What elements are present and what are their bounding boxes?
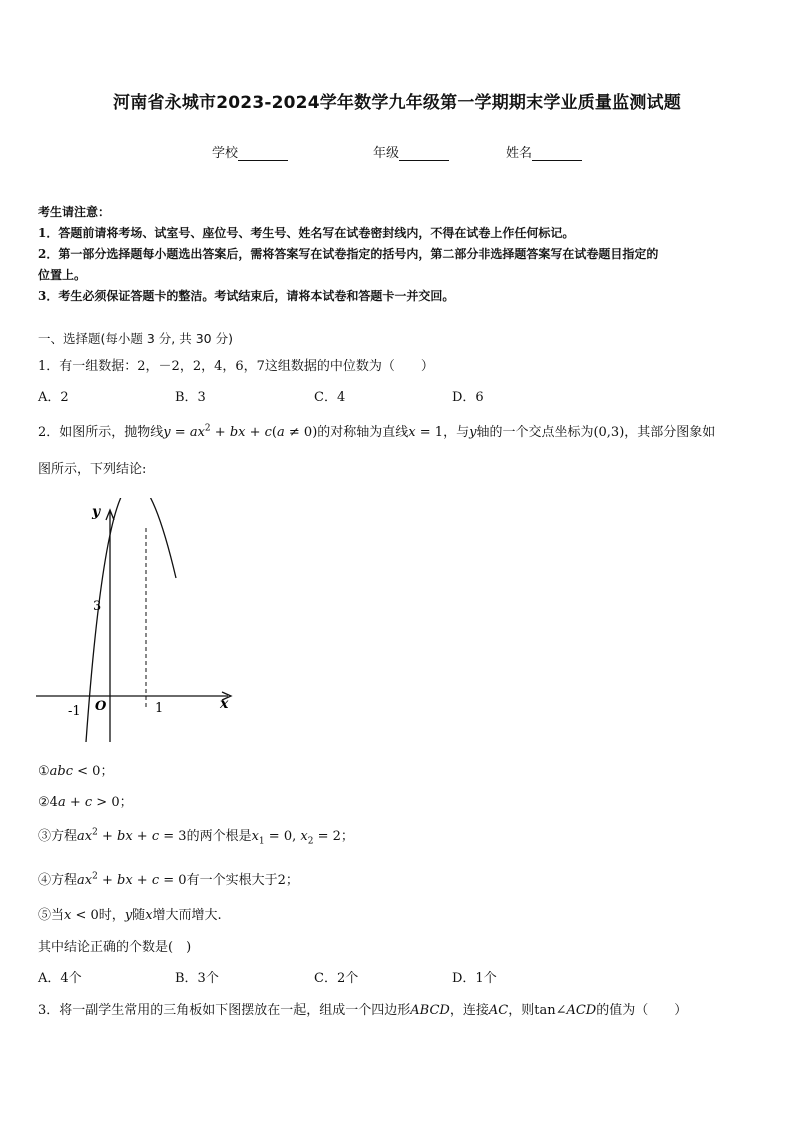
conclusion-2: ②4a + c > 0； — [38, 795, 133, 810]
note-item: 1．答题前请将考场、试室号、座位号、考生号、姓名写在试卷密封线内，不得在试卷上作任何标记。 — [38, 226, 575, 240]
tick-label-neg1: -1 — [68, 704, 81, 719]
section-heading: 一、选择题(每小题 3 分, 共 30 分) — [38, 331, 233, 346]
y-symbol: y — [469, 425, 477, 440]
q2-ask: 其中结论正确的个数是( ) — [38, 940, 192, 955]
conclusion-text: 随 — [132, 908, 146, 923]
q2-option-c: C．2个 — [314, 971, 359, 986]
q3-stem-part: 3．将一副学生常用的三角板如下图摆放在一起，组成一个四边形 — [38, 1003, 411, 1018]
question-1-stem: 1．有一组数据：2，－2，2，4，6，7这组数据的中位数为（ ） — [38, 359, 434, 374]
q3-stem-part: 的值为（ ） — [596, 1003, 688, 1018]
note-item: 3．考生必须保证答题卡的整洁。考试结束后，请将本试卷和答题卡一并交回。 — [38, 289, 455, 303]
conclusion-text: ； — [119, 795, 133, 810]
parabola-equation: $y = ax^2$ + bx + c(a ≠ 0) — [163, 423, 318, 440]
q2-stem-part: 的对称轴为直线 — [317, 425, 409, 440]
conclusion-1: ①abc < 0； — [38, 764, 114, 779]
x-axis-label: x — [220, 696, 229, 712]
q2-stem-part: ，与 — [443, 425, 470, 440]
grade-label: 年级 — [373, 146, 400, 161]
grade-blank[interactable] — [399, 148, 449, 161]
tick-label-3: 3 — [93, 599, 102, 614]
q2-stem-line2: 图所示，下列结论: — [38, 462, 147, 477]
conclusion-text: 增大而增大. — [152, 908, 222, 923]
conclusion-text: 时， — [98, 908, 125, 923]
q2-option-b: B．3个 — [175, 971, 219, 986]
conclusion-number: ② — [38, 795, 50, 810]
y-axis-label: y — [92, 504, 101, 520]
q2-stem-part: 2．如图所示，抛物线 — [38, 425, 164, 440]
school-field[interactable] — [212, 142, 288, 161]
question-2-stem — [38, 421, 715, 440]
note-item: 2．第一部分选择题每小题选出答案后，需将答案写在试卷指定的括号内，第二部分非选择题答案写在试卷题目指定的 — [38, 247, 659, 261]
grade-field[interactable] — [373, 142, 449, 161]
q1-option-b: B．3 — [175, 390, 206, 405]
conclusion-text: ； — [100, 764, 114, 779]
conclusion-number: ① — [38, 764, 50, 779]
question-3-stem: 3．将一副学生常用的三角板如下图摆放在一起，组成一个四边形ABCD，连接AC，则tan∠ACD的值为（ ） — [38, 1003, 688, 1018]
conclusion-text: ； — [340, 829, 354, 844]
q3-stem-part: ，则 — [508, 1003, 535, 1018]
point-coordinate: (0,3) — [593, 425, 625, 440]
conclusion-3: ③方程$ax^2$ + bx + c = 3的两个根是$x_1 = 0$, $x_2 = 2$； — [38, 827, 354, 847]
q2-stem-part: ，其部分图象如 — [624, 425, 716, 440]
q1-option-c: C．4 — [314, 390, 346, 405]
q1-option-a: A．2 — [38, 390, 69, 405]
q2-stem-part: 轴的一个交点坐标为 — [476, 425, 594, 440]
origin-label: O — [95, 699, 107, 714]
conclusion-text: 的两个根是 — [186, 829, 252, 844]
school-blank[interactable] — [238, 148, 288, 161]
name-blank[interactable] — [532, 148, 582, 161]
conclusion-4: ④方程$ax^2$ + bx + c = 0有一个实根大于2； — [38, 871, 299, 888]
q3-stem-part: ，连接 — [449, 1003, 489, 1018]
school-label: 学校 — [212, 146, 239, 161]
name-field[interactable] — [506, 142, 582, 161]
conclusion-text: 有一个实根大于2； — [186, 873, 299, 888]
tick-label-1: 1 — [155, 701, 164, 716]
parabola-graph — [30, 498, 245, 748]
notes-heading: 考生请注意： — [38, 205, 111, 219]
q1-option-d: D．6 — [452, 390, 484, 405]
conclusion-number: ③方程 — [38, 829, 78, 844]
conclusion-5: ⑤当x < 0时，y随x增大而增大. — [38, 908, 222, 923]
name-label: 姓名 — [506, 146, 533, 161]
conclusion-number: ④方程 — [38, 873, 78, 888]
conclusion-number: ⑤当 — [38, 908, 65, 923]
q2-option-a: A．4个 — [38, 971, 82, 986]
note-item: 位置上。 — [38, 268, 87, 282]
axis-equation: x = 1 — [408, 425, 444, 440]
page-title: 河南省永城市2023-2024学年数学九年级第一学期期末学业质量监测试题 — [113, 93, 681, 113]
q2-option-d: D．1个 — [452, 971, 497, 986]
